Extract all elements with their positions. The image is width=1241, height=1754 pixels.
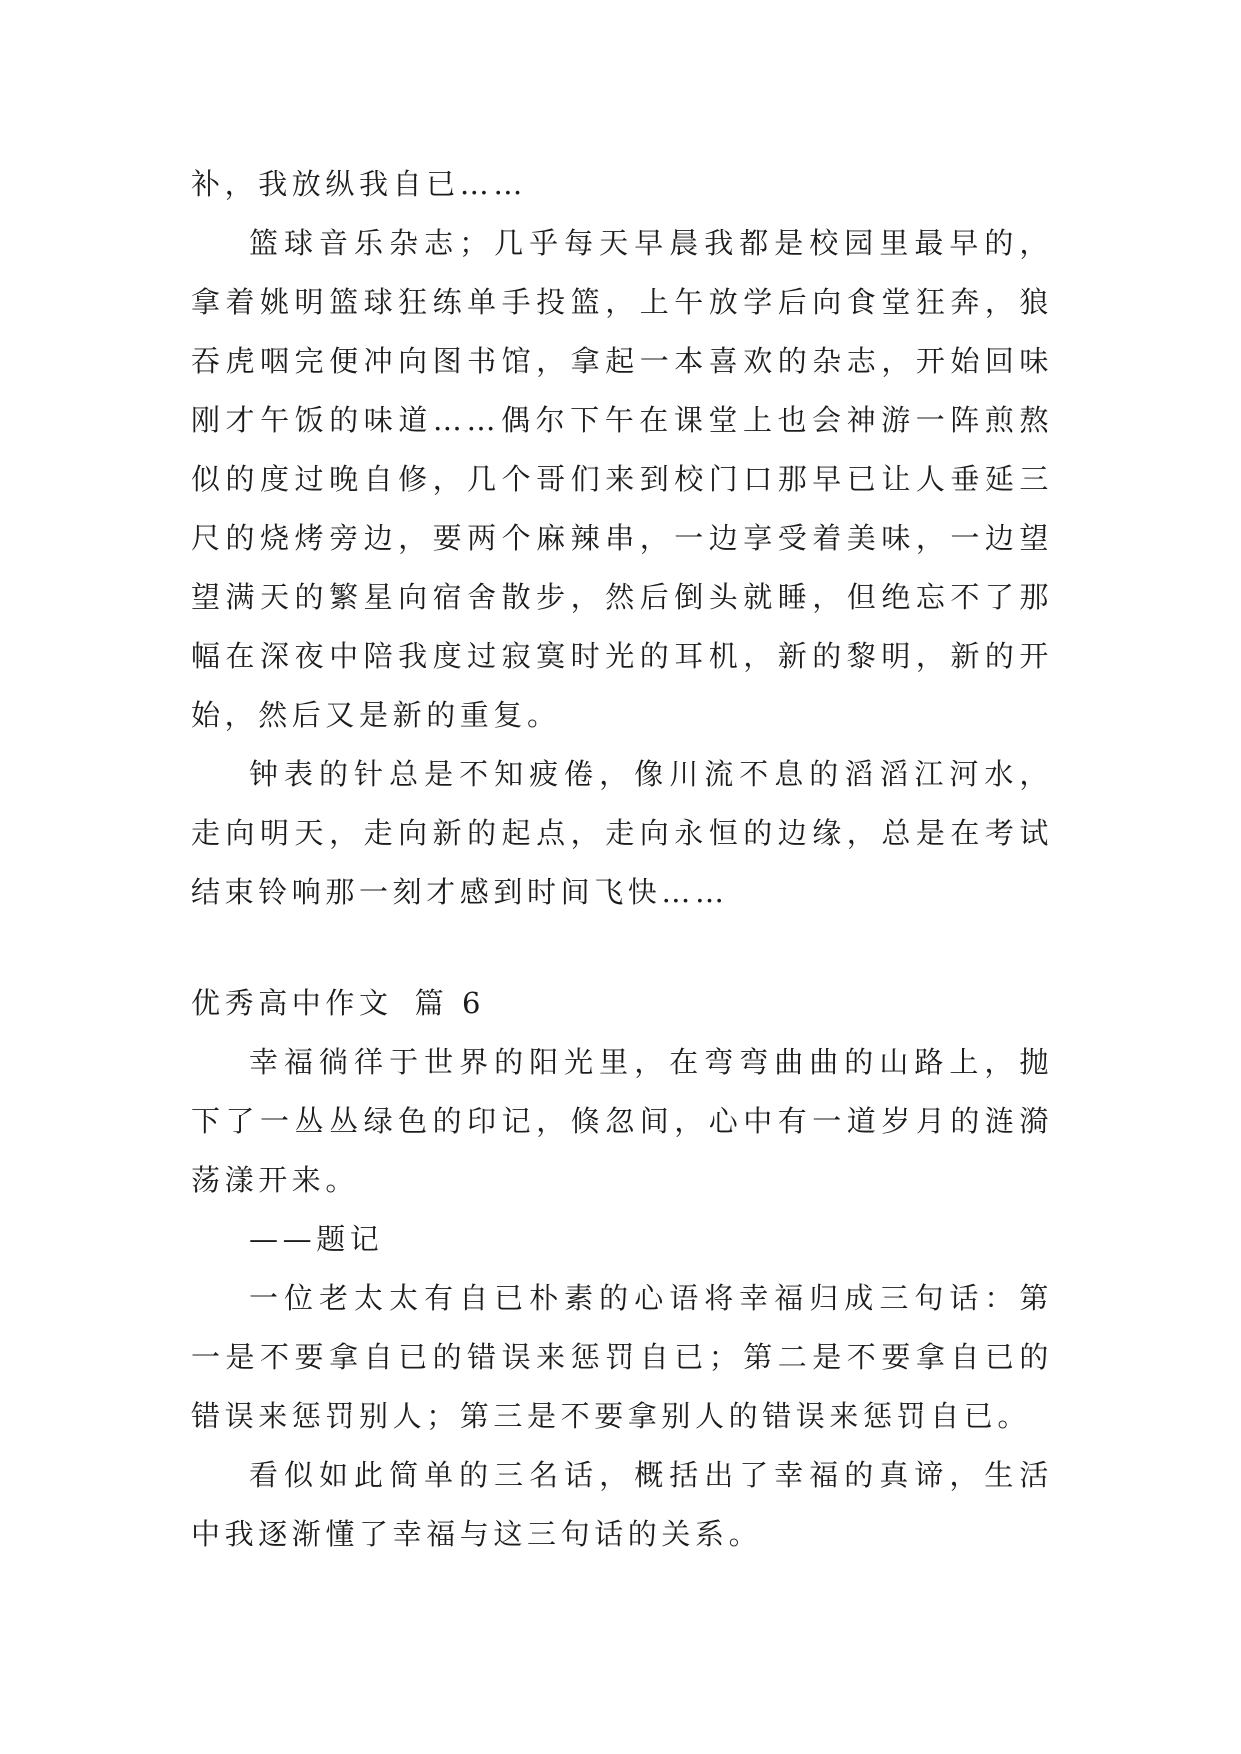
paragraph-three-sentences: 一位老太太有自已朴素的心语将幸福归成三句话：第一是不要拿自已的错误来惩罚自已；第二是不要拿自已的错误来惩罚别人；第三是不要拿别人的错误来惩罚自已。 <box>191 1281 1053 1433</box>
paragraph-clock-hands: 钟表的针总是不知疲倦，像川流不息的滔滔江河水，走向明天，走向新的起点，走向永恒的边缘，总是在考试结束铃响那一刻才感到时间飞快…… <box>191 757 1053 909</box>
paragraph-basketball-music-magazine: 篮球音乐杂志；几乎每天早晨我都是校园里最早的，拿着姚明篮球狂练单手投篮，上午放学后向食堂狂奔，狼吞虎咽完便冲向图书馆，拿起一本喜欢的杂志，开始回味刚才午饭的味道……偶尔下午在课堂上也会神游一阵煎熬似的度过晚自修，几个哥们来到校门口那早已让人垂延三尺的烧烤旁边，要两个麻辣串，一边享受着美味，一边望望满天的繁星向宿舍散步，然后倒头就睡，但绝忘不了那幅在深夜中陪我度过寂寞时光的耳机，新的黎明，新的开始，然后又是新的重复。 <box>191 226 1053 732</box>
section-heading <box>191 974 1053 1033</box>
section-title: 优秀高中作文 <box>191 986 393 1020</box>
paragraph-continuation: 补，我放纵我自已…… <box>191 167 528 201</box>
essay-continuation <box>191 155 1053 922</box>
paragraph-truth-of-happiness: 看似如此简单的三名话，概括出了幸福的真谛，生活中我逐渐懂了幸福与这三句话的关系。 <box>191 1458 1053 1551</box>
paragraph-happiness-intro: 幸福徜徉于世界的阳光里，在弯弯曲曲的山路上，抛下了一丛丛绿色的印记，倏忽间，心中有一道岁月的涟漪荡漾开来。 <box>191 1045 1053 1197</box>
essay-section-6 <box>191 974 1053 1564</box>
section-number: 篇 6 <box>414 986 486 1020</box>
paragraph-epigraph: ——题记 <box>249 1222 384 1256</box>
